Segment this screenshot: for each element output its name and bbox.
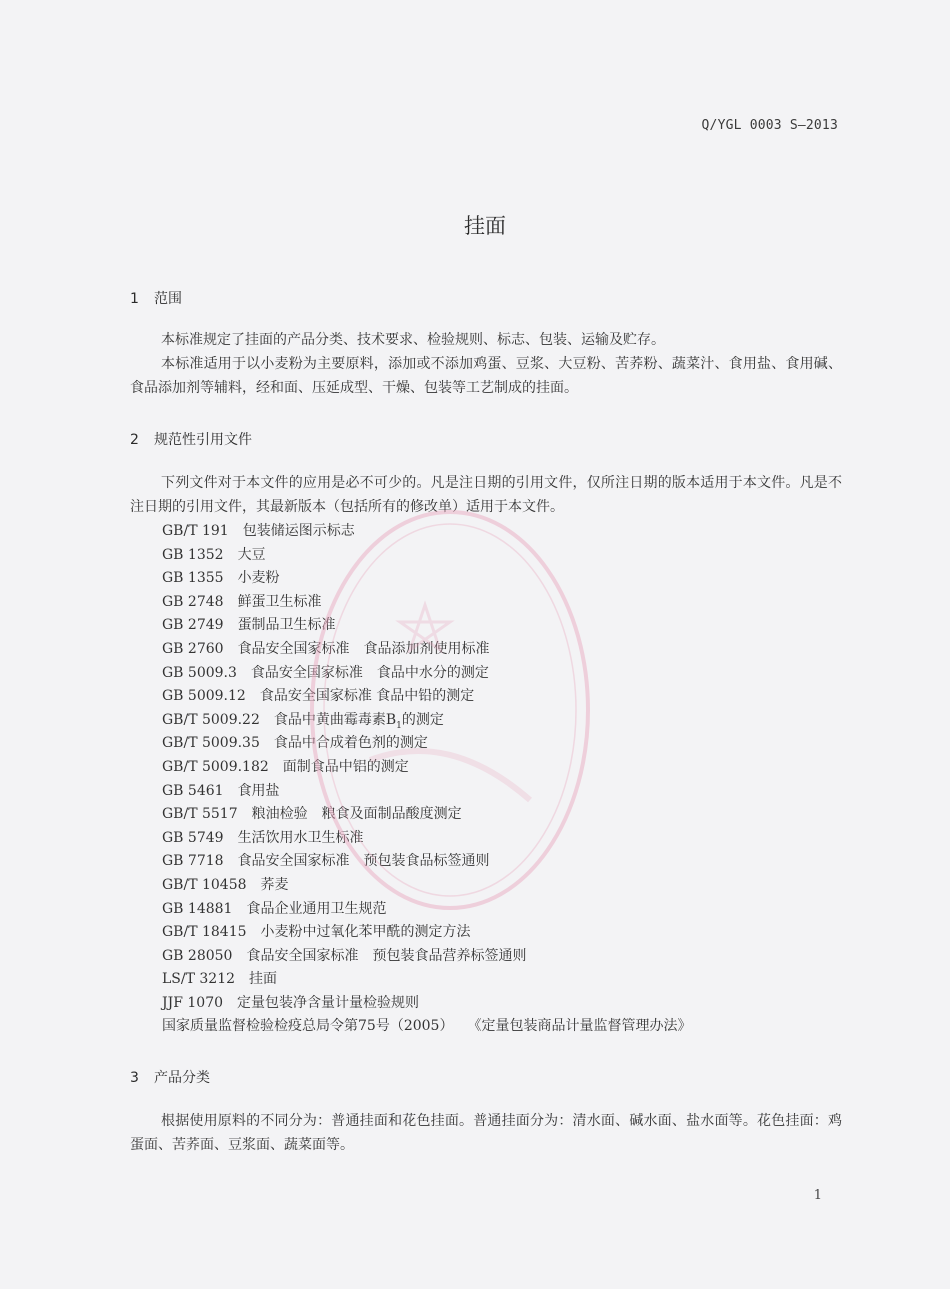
reference-title: 面制食品中铝的测定	[282, 758, 409, 775]
reference-code: GB 14881	[162, 900, 233, 917]
reference-item	[162, 544, 691, 568]
reference-item	[162, 662, 691, 686]
reference-item	[162, 921, 691, 945]
reference-item	[162, 898, 691, 922]
reference-item	[162, 709, 691, 733]
reference-list	[162, 520, 691, 1039]
reference-item	[162, 614, 691, 638]
scope-paragraph-1: 本标准规定了挂面的产品分类、技术要求、检验规则、标志、包装、运输及贮存。	[161, 332, 665, 348]
reference-item	[162, 827, 691, 851]
reference-title: 食品中合成着色剂的测定	[273, 735, 428, 752]
reference-item	[162, 945, 691, 969]
reference-code: GB/T 5009.182	[162, 758, 269, 775]
section-heading-classification	[130, 1067, 210, 1087]
reference-code: GB 1352	[162, 546, 224, 563]
reference-code: GB 5461	[162, 782, 224, 799]
section-number: 2	[130, 432, 139, 448]
section-title: 范围	[154, 291, 182, 307]
reference-code: JJF 1070	[162, 994, 224, 1011]
reference-code: GB/T 10458	[162, 876, 247, 893]
reference-code: LS/T 3212	[162, 971, 236, 988]
reference-item	[162, 874, 691, 898]
reference-code: GB 1355	[162, 570, 224, 587]
reference-title: 粮油检验 粮食及面制品酸度测定	[251, 806, 462, 823]
reference-title: 小麦粉中过氧化苯甲酰的测定方法	[260, 924, 471, 941]
document-code: Q/YGL 0003 S—2013	[701, 118, 838, 133]
reference-code: GB 5009.3	[162, 664, 237, 681]
section-heading-scope	[130, 288, 182, 308]
reference-code: GB 5749	[162, 829, 224, 846]
reference-item	[162, 520, 691, 544]
reference-item	[162, 803, 691, 827]
reference-code: GB/T 5517	[162, 806, 238, 823]
reference-code: 国家质量监督检验检疫总局令第75号（2005）	[162, 1018, 454, 1035]
reference-item	[162, 591, 691, 615]
reference-code: GB/T 5009.35	[162, 735, 260, 752]
reference-code: GB 7718	[162, 853, 224, 870]
reference-item	[162, 968, 691, 992]
reference-item	[162, 638, 691, 662]
references-intro-paragraph: 下列文件对于本文件的应用是必不可少的。凡是注日期的引用文件，仅所注日期的版本适用于本文件。凡是不注日期的引用文件，其最新版本（包括所有的修改单）适用于本文件。	[130, 475, 842, 515]
classification-paragraph: 根据使用原料的不同分为：普通挂面和花色挂面。普通挂面分为：清水面、碱水面、盐水面等。花色挂面：鸡蛋面、苦荞面、豆浆面、蔬菜面等。	[130, 1113, 842, 1153]
reference-title: 食品安全国家标准 预包装食品标签通则	[237, 853, 490, 870]
reference-title: 食品安全国家标准 食品中水分的测定	[250, 664, 489, 681]
reference-title: 生活饮用水卫生标准	[237, 829, 364, 846]
section-title: 产品分类	[154, 1070, 210, 1086]
reference-title: 《定量包装商品计量监督管理办法》	[467, 1018, 692, 1035]
section-number: 1	[130, 291, 139, 307]
reference-title: 荞麦	[260, 876, 289, 893]
reference-code: GB/T 5009.22	[162, 711, 260, 728]
reference-title: 食品中黄曲霉毒素B	[273, 711, 397, 728]
reference-title: 鲜蛋卫生标准	[237, 593, 322, 610]
reference-code: GB/T 18415	[162, 924, 247, 941]
document-title: 挂面	[464, 214, 506, 238]
reference-title: 小麦粉	[237, 570, 280, 587]
reference-title: 食品企业通用卫生规范	[246, 900, 387, 917]
reference-title-suffix: 的测定	[401, 711, 444, 728]
reference-title: 蛋制品卫生标准	[237, 617, 336, 634]
reference-code: GB 2760	[162, 640, 224, 657]
reference-code: GB 28050	[162, 947, 233, 964]
reference-item	[162, 756, 691, 780]
reference-item	[162, 850, 691, 874]
reference-item	[162, 567, 691, 591]
section-heading-references	[130, 429, 252, 449]
reference-title: 食品安全国家标准 食品添加剂使用标准	[237, 640, 490, 657]
reference-code: GB 2748	[162, 593, 224, 610]
reference-title: 食品安全国家标准 食品中铅的测定	[259, 688, 475, 705]
reference-title: 包装储运图示标志	[242, 523, 355, 539]
reference-item	[162, 1015, 691, 1039]
reference-item	[162, 732, 691, 756]
reference-code: GB 2749	[162, 617, 224, 634]
section-title: 规范性引用文件	[154, 432, 252, 448]
reference-item	[162, 992, 691, 1016]
reference-title: 定量包装净含量计量检验规则	[237, 994, 420, 1011]
section-number: 3	[130, 1070, 139, 1086]
reference-item	[162, 685, 691, 709]
reference-subscript: 1	[396, 720, 402, 731]
reference-title: 食用盐	[237, 782, 280, 799]
reference-title: 食品安全国家标准 预包装食品营养标签通则	[246, 947, 527, 964]
reference-title: 挂面	[249, 971, 278, 988]
page-number: 1	[813, 1188, 822, 1203]
scope-paragraph-2: 本标准适用于以小麦粉为主要原料，添加或不添加鸡蛋、豆浆、大豆粉、苦荞粉、蔬菜汁、食用盐、食用碱、食品添加剂等辅料，经和面、压延成型、干燥、包装等工艺制成的挂面。	[130, 356, 842, 396]
reference-item	[162, 780, 691, 804]
reference-title: 大豆	[237, 546, 266, 563]
reference-code: GB/T 191	[162, 523, 229, 539]
reference-code: GB 5009.12	[162, 688, 246, 705]
